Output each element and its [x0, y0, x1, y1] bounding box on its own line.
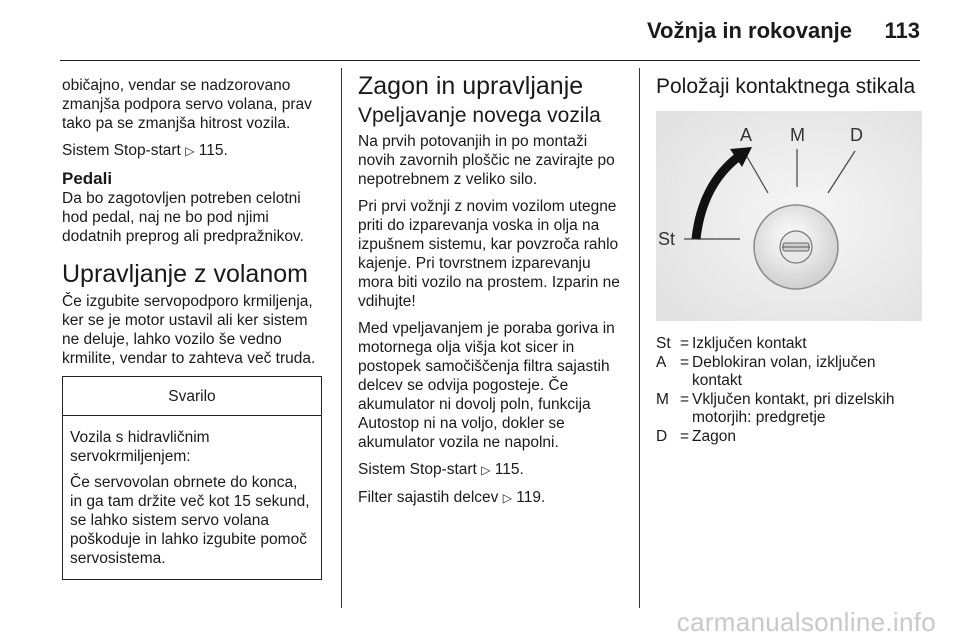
legend-key: St [656, 335, 671, 352]
running-in-paragraph-3: Med vpeljavanjem je poraba goriva in motornega olja višja kot sicer in postopek samočiščenja filtra sajastih delcev se odvija pogosteje. Če akumulator ni dovolj poln, funkcija Autostop ni na voljo, dokler se akumulator vozila ne napolni. [358, 320, 615, 451]
label-m: M [790, 125, 805, 145]
stopstart-page: 115. [198, 142, 228, 159]
stopstart-reference-2[interactable] [358, 460, 626, 480]
warning-paragraph-1: Vozila s hidravličnim servokrmiljenjem: [70, 429, 210, 465]
steering-paragraph: Če izgubite servopodporo krmiljenja, ker se je motor ustavil ali ker sistem ne deluje, lahko vozilo še vedno krmilite, vendar to zahteva več truda. [62, 293, 316, 367]
section-heading: Zagon in upravljanje [358, 72, 584, 100]
legend-desc: Deblokiran volan, izključen kontakt [692, 353, 876, 389]
arrow-reference-icon: ▷ [502, 491, 512, 505]
filter-label: Filter sajastih delcev [358, 489, 499, 506]
column-3 [656, 76, 922, 446]
filter-page: 119. [516, 489, 546, 506]
stopstart-page-2: 115. [494, 461, 524, 478]
warning-title: Svarilo [63, 377, 321, 416]
header-divider [60, 60, 920, 61]
stopstart-label: Sistem Stop-start [62, 142, 181, 159]
column-divider-1 [341, 68, 342, 608]
warning-body [63, 416, 321, 579]
column-1 [62, 76, 326, 580]
legend-key: A [656, 353, 667, 371]
stopstart-reference[interactable] [62, 141, 326, 161]
legend-key: M [656, 390, 669, 408]
label-a: A [740, 125, 753, 145]
filter-reference[interactable] [358, 488, 626, 508]
subsection-heading: Vpeljavanje novega vozila [358, 104, 601, 127]
steering-heading: Upravljanje z volanom [62, 260, 308, 288]
ignition-switch-figure [656, 111, 922, 321]
column-2 [358, 72, 626, 516]
page-number: 113 [884, 18, 920, 43]
page-header [0, 0, 960, 62]
ignition-heading: Položaji kontaktnega stikala [656, 75, 916, 98]
arrow-reference-icon: ▷ [481, 463, 491, 477]
arrow-reference-icon: ▷ [185, 144, 195, 158]
legend-desc: Zagon [692, 427, 736, 445]
ignition-switch-illustration [656, 111, 922, 321]
warning-paragraph-2: Če servovolan obrnete do konca, in ga tam držite več kot 15 sekund, se lahko sistem servo volana poškoduje in lahko izgubite pomoč servosistema. [70, 474, 310, 567]
pedals-paragraph: Da bo zagotovljen potreben celotni hod pedal, naj ne bo pod njimi dodatnih preprog ali predpražnikov. [62, 190, 304, 245]
label-d: D [850, 125, 863, 145]
intro-paragraph: običajno, vendar se nadzorovano zmanjša podpora servo volana, prav tako pa se zmanjša hitrost vozila. [62, 77, 312, 132]
legend-eq: = [680, 335, 690, 352]
running-in-paragraph-1: Na prvih potovanjih in po montaži novih zavornih ploščic ne zavirajte po nepotrebnem z veliko silo. [358, 133, 615, 188]
warning-box [62, 376, 322, 580]
legend-eq: = [680, 390, 690, 408]
watermark: carmanualsonline.info [676, 607, 936, 637]
column-divider-2 [639, 68, 640, 608]
legend-eq: = [680, 353, 690, 371]
stopstart-label-2: Sistem Stop-start [358, 461, 477, 478]
legend-desc: Izključen kontakt [692, 335, 807, 352]
header-title: Vožnja in rokovanje [647, 18, 852, 43]
legend-key: D [656, 427, 668, 445]
label-st: St [658, 229, 676, 249]
running-in-paragraph-2: Pri prvi vožnji z novim vozilom utegne priti do izparevanja voska in olja na izpušnem sistemu, kar povzroča rahlo kajenje. Pri tovrstnem izparevanju mora biti vozilo na prostem. Izparin ne vdihujte! [358, 198, 620, 310]
legend-desc: Vključen kontakt, pri dizelskih motorjih: predgretje [692, 390, 895, 426]
pedals-heading: Pedali [62, 169, 113, 188]
legend-eq: = [680, 427, 690, 445]
position-legend [656, 335, 922, 446]
